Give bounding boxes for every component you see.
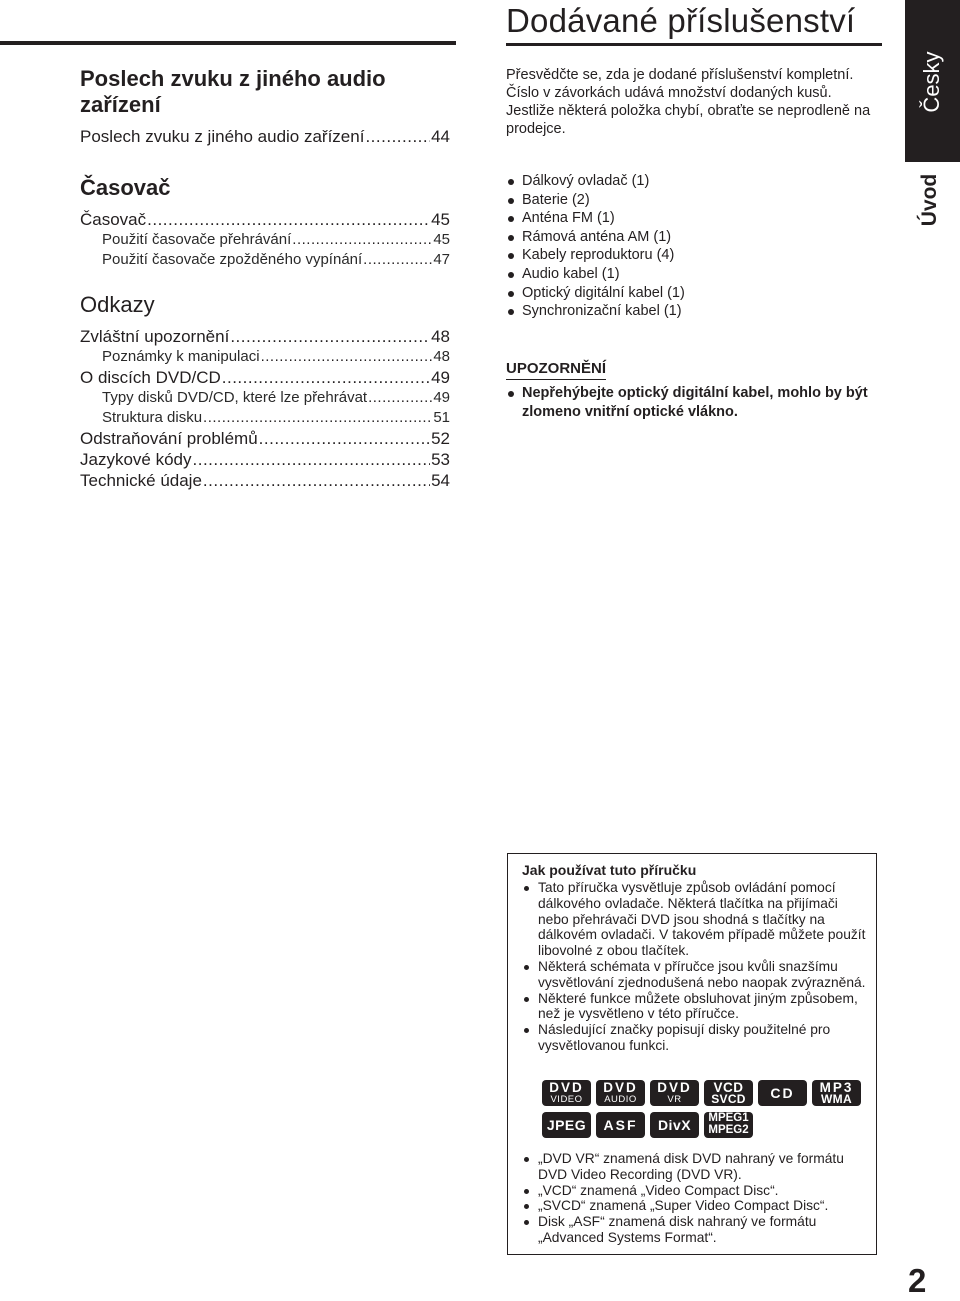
intro-text: [506, 66, 886, 138]
badge-bottom: WMA: [821, 1092, 852, 1106]
badge-bottom: AUDIO: [604, 1094, 637, 1105]
toc-entry[interactable]: [80, 209, 450, 230]
format-notes-list: [522, 1151, 867, 1246]
guide-item: Následující značky popisují disky použitelné pro vysvětlovanou funkci.: [522, 1022, 867, 1054]
accessory-item: Anténa FM (1): [506, 209, 886, 228]
format-note: „VCD“ znamená „Video Compact Disc“.: [522, 1183, 867, 1199]
toc-page-number: 48: [431, 327, 450, 346]
badge-label: CD: [770, 1085, 795, 1101]
toc-entry-label: Technické údaje: [80, 471, 202, 490]
toc-heading: Časovač: [80, 175, 171, 200]
badge-top: VCD: [713, 1080, 744, 1095]
toc-entry[interactable]: [80, 449, 450, 470]
accessories-list: [506, 172, 886, 321]
toc-section-timer: [80, 175, 450, 270]
cd-badge-icon: [758, 1080, 807, 1106]
divx-badge-icon: [650, 1112, 699, 1138]
toc-leader-dots: [259, 428, 430, 449]
toc-entry[interactable]: [80, 470, 450, 491]
toc-leader-dots: [230, 326, 430, 347]
badge-top: MPEG1: [708, 1112, 749, 1124]
toc-entry-label: Zvláštní upozornění: [80, 327, 230, 346]
toc-leader-dots: [222, 367, 430, 388]
toc-entry-label: Časovač: [80, 210, 147, 229]
toc-leader-dots: [203, 470, 430, 491]
badge-bottom: VR: [667, 1094, 682, 1105]
accessory-item: Kabely reproduktoru (4): [506, 246, 886, 265]
toc-subentry[interactable]: [80, 347, 450, 367]
accessory-item: Optický digitální kabel (1): [506, 284, 886, 303]
toc-heading: Odkazy: [80, 292, 155, 317]
toc-leader-dots: [365, 126, 430, 147]
accessory-item: Audio kabel (1): [506, 265, 886, 284]
badge-bottom: VIDEO: [550, 1094, 583, 1105]
dvd-audio-badge-icon: [596, 1080, 645, 1106]
intro-line: Jestliže některá položka chybí, obraťte se neprodleně na prodejce.: [506, 103, 871, 137]
page-number: 2: [908, 1262, 927, 1299]
toc-entry-label: Jazykové kódy: [80, 450, 192, 469]
toc-entry-label: Odstraňování problémů: [80, 429, 258, 448]
toc-page-number: 48: [433, 348, 450, 365]
badge-top: DVD: [603, 1080, 638, 1095]
badge-label: ASF: [603, 1117, 638, 1133]
top-rule-left: [0, 41, 456, 45]
toc-page-number: 52: [431, 429, 450, 448]
toc-page-number: 49: [433, 389, 450, 406]
badge-top: DVD: [657, 1080, 692, 1095]
toc-entry-label: O discích DVD/CD: [80, 368, 221, 387]
toc-subentry[interactable]: [80, 230, 450, 250]
mpeg-badge-icon: [704, 1112, 753, 1138]
toc-leader-dots: [363, 250, 432, 270]
section-label: Úvod: [918, 173, 941, 227]
toc-leader-dots: [368, 388, 432, 408]
caution-item: Nepřehýbejte optický digitální kabel, mohlo by být zlomeno vnitřní optické vlákno.: [506, 384, 886, 421]
toc-entry[interactable]: [80, 126, 450, 147]
toc-leader-dots: [193, 449, 431, 470]
toc-leader-dots: [292, 230, 432, 250]
toc-page-number: 45: [431, 210, 450, 229]
guide-list: [522, 880, 867, 1054]
language-label: Česky: [919, 51, 944, 113]
toc-page-number: 51: [433, 409, 450, 426]
caution-heading: UPOZORNĚNÍ: [506, 360, 606, 380]
toc-page-number: 45: [433, 231, 450, 248]
toc-entry-label: Použití časovače přehrávání: [102, 231, 292, 248]
format-note: „SVCD“ znamená „Super Video Compact Disc“.: [522, 1198, 867, 1214]
jpeg-badge-icon: [542, 1112, 591, 1138]
badge-label: JPEG: [546, 1117, 587, 1133]
guide-item: Některá schémata v příručce jsou kvůli snazšímu vysvětlování zjednodušená nebo naopak zvýrazněná.: [522, 959, 867, 991]
toc-page-number: 44: [431, 127, 450, 146]
badge-label: DivX: [657, 1117, 692, 1133]
mp3-wma-badge-icon: [812, 1080, 861, 1106]
toc-leader-dots: [203, 408, 432, 428]
toc-leader-dots: [147, 209, 430, 230]
badge-bottom: MPEG2: [708, 1123, 749, 1136]
toc-entry-label: Struktura disku: [102, 409, 203, 426]
toc-page-number: 49: [431, 368, 450, 387]
toc-entry-label: Poznámky k manipulaci: [102, 348, 260, 365]
toc-entry[interactable]: [80, 428, 450, 449]
accessory-item: Dálkový ovladač (1): [506, 172, 886, 191]
toc-entry-label: Poslech zvuku z jiného audio zařízení: [80, 127, 365, 146]
toc-page-number: 54: [431, 471, 450, 490]
format-note: „DVD VR“ znamená disk DVD nahraný ve formátu DVD Video Recording (DVD VR).: [522, 1151, 867, 1183]
intro-line: Číslo v závorkách udává množství dodaných kusů.: [506, 85, 832, 101]
toc-subentry[interactable]: [80, 408, 450, 428]
toc-heading: Poslech zvuku z jiného audio zařízení: [80, 66, 386, 117]
guide-item: Některé funkce můžete obsluhovat jiným způsobem, než je vysvětleno v této příručce.: [522, 991, 867, 1023]
toc-page-number: 47: [433, 251, 450, 268]
toc-leader-dots: [261, 347, 433, 367]
toc-subentry[interactable]: [80, 250, 450, 270]
accessory-item: Synchronizační kabel (1): [506, 302, 886, 321]
toc-section-audio: [80, 66, 450, 147]
intro-line: Přesvědčte se, zda je dodané příslušenství kompletní.: [506, 67, 854, 83]
page-title: Dodávané příslušenství: [506, 2, 856, 39]
title-rule: [506, 43, 882, 46]
toc-entry-label: Použití časovače zpožděného vypínání: [102, 251, 363, 268]
badge-bottom: SVCD: [711, 1092, 746, 1106]
toc-entry[interactable]: [80, 326, 450, 347]
guide-title: Jak používat tuto příručku: [522, 862, 697, 878]
vcd-svcd-badge-icon: [704, 1080, 753, 1106]
badge-top: DVD: [549, 1080, 584, 1095]
asf-badge-icon: [596, 1112, 645, 1138]
toc-entry-label: Typy disků DVD/CD, které lze přehrávat: [102, 389, 368, 406]
dvd-vr-badge-icon: [650, 1080, 699, 1106]
accessory-item: Rámová anténa AM (1): [506, 228, 886, 247]
caution-list: [506, 384, 886, 421]
accessory-item: Baterie (2): [506, 191, 886, 210]
format-note: Disk „ASF“ znamená disk nahraný ve formátu „Advanced Systems Format“.: [522, 1214, 867, 1246]
guide-item: Tato příručka vysvětluje způsob ovládání pomocí dálkového ovladače. Některá tlačítka na přijímači nebo přehrávači DVD jsou shodná s tlačítky na dálkovém ovladači. V takovém případě můžete použít libovolné z obou tlačítek.: [522, 880, 867, 959]
toc-subentry[interactable]: [80, 388, 450, 408]
manual-guide-box: [507, 853, 877, 1255]
toc-entry[interactable]: [80, 367, 450, 388]
toc-page-number: 53: [431, 450, 450, 469]
toc-section-references: [80, 292, 450, 491]
badge-top: MP3: [819, 1080, 854, 1095]
dvd-video-badge-icon: [542, 1080, 591, 1106]
